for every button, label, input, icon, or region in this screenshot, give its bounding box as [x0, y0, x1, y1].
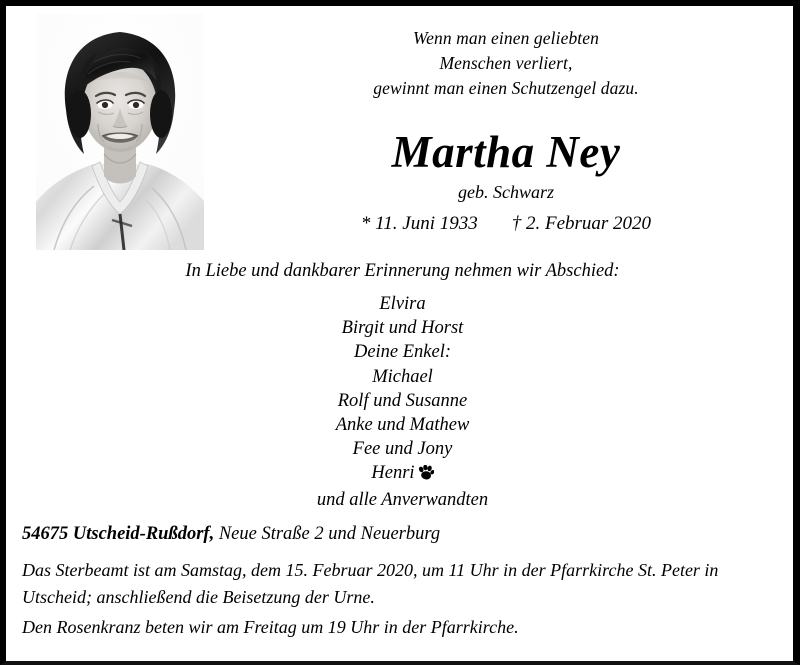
- deceased-block: [212, 126, 800, 239]
- memorial-verse: [212, 26, 800, 101]
- address-town: 54675 Utscheid-Rußdorf,: [22, 524, 215, 544]
- mourner-line: Fee und Jony: [352, 439, 453, 460]
- grandchildren-label: Deine Enkel:: [353, 342, 452, 363]
- notice-inner: [6, 6, 793, 661]
- verse-line-2: Menschen verliert,: [439, 53, 573, 73]
- deceased-name: Martha Ney: [391, 127, 621, 177]
- mourner-line: Michael: [372, 366, 433, 387]
- death-date: † 2. Februar 2020: [511, 213, 652, 234]
- relatives-closing: und alle Anverwandten: [316, 489, 489, 510]
- mourners-list: [6, 292, 799, 512]
- verse-line-1: Wenn man einen geliebten: [413, 28, 599, 48]
- life-dates: [212, 209, 800, 239]
- paw-print-icon: [418, 463, 434, 487]
- portrait-photo: [36, 14, 204, 250]
- verse-line-3: gewinnt man einen Schutzengel dazu.: [373, 78, 639, 98]
- service-details: Das Sterbeamt ist am Samstag, dem 15. Februar 2020, um 11 Uhr in der Pfarrkirche St. Peter in Utscheid; anschließend die Beisetzung der Urne.: [22, 560, 719, 607]
- pet-name: Henri: [371, 463, 415, 484]
- farewell-line: In Liebe und dankbarer Erinnerung nehmen wir Abschied:: [185, 261, 620, 281]
- mourner-line: Anke und Mathew: [335, 415, 470, 436]
- rosary-details: Den Rosenkranz beten wir am Freitag um 19 Uhr in der Pfarrkirche.: [22, 617, 519, 637]
- birth-date: * 11. Juni 1933: [360, 213, 478, 234]
- mourner-line: Rolf und Susanne: [337, 390, 468, 411]
- address-line: [22, 522, 792, 546]
- paw-print-glyph: [418, 465, 434, 480]
- address-street: Neue Straße 2 und Neuerburg: [214, 524, 441, 544]
- maiden-name: geb. Schwarz: [458, 182, 554, 202]
- portrait-photo-image: [36, 14, 204, 250]
- mourner-line: Elvira: [379, 294, 426, 314]
- pet-mourner-line: [6, 461, 799, 487]
- mourner-line: Birgit und Horst: [341, 318, 464, 339]
